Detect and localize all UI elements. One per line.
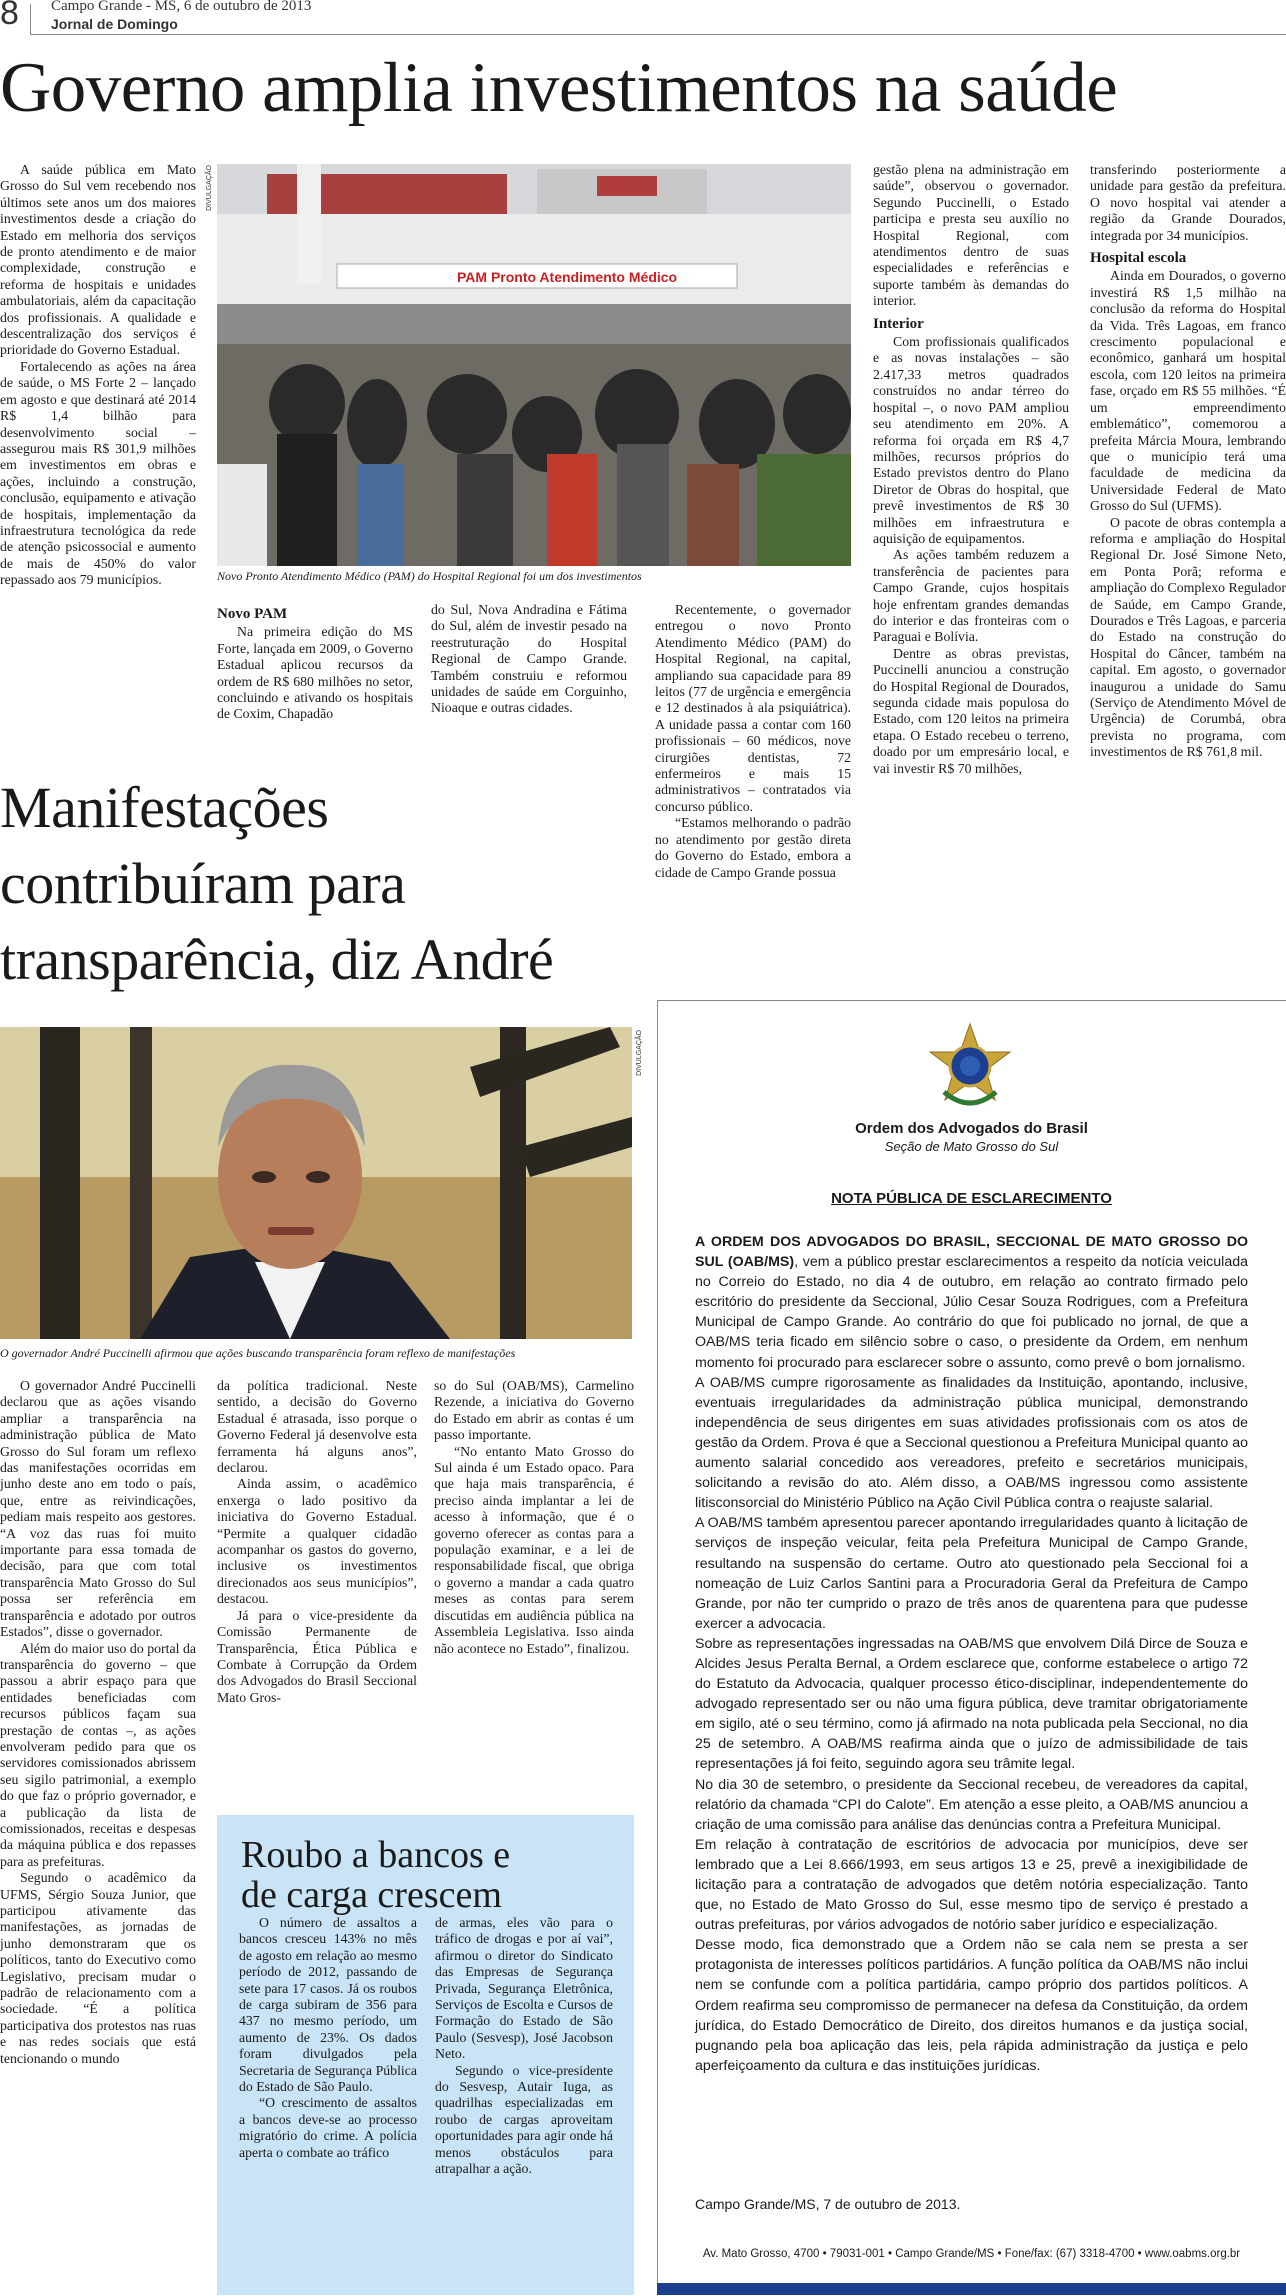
paragraph: de armas, eles vão para o tráfico de drogas e por aí vai”, afirmou o diretor do Sindicato das Empresas de Segurança Privada, Segurança Eletrônica, Serviços de Escolta e Cursos de Formação do Estado de São Paulo (Sesvesp), José Jacobson Neto.: [435, 1915, 613, 2062]
oab-lead-paragraph: [695, 1232, 1248, 1373]
paragraph: A saúde pública em Mato Grosso do Sul vem recebendo nos últimos sete anos um dos maiores investimentos desde a criação do Estado em melhoria dos serviços de pronto atendimento e de maior complexidade, construção e reforma de hospitais e unidades ambulatoriais, além da capacitação dos profissionais. A qualidade e descentralização dos serviços é prioridade do Governo Estadual.: [0, 162, 196, 358]
paragraph: As ações também reduzem a transferência de pacientes para Campo Grande, cujos hospitais hoje enfrentam grandes demandas do interior e das fronteiras com o Paraguai e Bolívia.: [873, 547, 1069, 645]
puccinelli-photo-image: [0, 1027, 632, 1339]
headline-line: de carga crescem: [241, 1874, 502, 1916]
paragraph: Ainda em Dourados, o governo investirá R$ 1,5 milhão na conclusão da reforma do Hospital da Vida. Três Lagoas, em franco crescimento populacional e econômico, ganhará um hospital escola, com 120 leitos na primeira fase, orçado em R$ 55 milhões. “É um empreendimento emblemático”, comemorou a prefeita Márcia Moura, lembrando que o município terá uma faculdade de medicina da Universidade Federal de Mato Grosso do Sul (UFMS).: [1090, 268, 1286, 514]
paragraph: Na primeira edição do MS Forte, lançada em 2009, o Governo Estadual aplicou recursos da ordem de R$ 680 milhões no setor, concluindo e ativando os hospitais de Coxim, Chapadão: [217, 624, 413, 722]
story1-column-2: [217, 600, 413, 723]
oab-org-section: Seção de Mato Grosso do Sul: [884, 1139, 1059, 1154]
oab-signoff: Campo Grande/MS, 7 de outubro de 2013.: [695, 2196, 961, 2212]
story1-column-4: [655, 602, 851, 881]
dateline: Campo Grande - MS, 6 de outubro de 2013: [51, 0, 312, 14]
headline-line: contribuíram para: [0, 851, 406, 916]
headline-line: Roubo a bancos e: [241, 1834, 511, 1876]
story1-column-3: [431, 602, 627, 717]
headline-health: Governo amplia investimentos na saúde: [0, 49, 1118, 127]
paragraph: Segundo o acadêmico da UFMS, Sérgio Souza Junior, que participou ativamente das manifestações, as jornadas de junho demonstraram que os políticos, tanto do Executivo como Legislativo, precisam mudar o padrão de relacionamento com a sociedade. “É a política participativa dos protestos nas ruas e nas redes sociais que está tencionando o mundo: [0, 1870, 196, 2066]
paragraph: Ainda assim, o acadêmico enxerga o lado positivo da iniciativa do Governo Estadual. “Permite a qualquer cidadão acompanhar os gastos do governo, inclusive os investimentos direcionados aos seus municípios”, destacou.: [217, 1476, 417, 1607]
paragraph: do Sul, Nova Andradina e Fátima do Sul, além de investir pesado na reestruturação do Hospital Regional de Campo Grande. Também construiu e reformou unidades de saúde em Corguinho, Nioaque e outras cidades.: [431, 602, 627, 716]
pam-photo: [217, 164, 851, 566]
story1-column-6: [1090, 162, 1286, 761]
paragraph: “No entanto Mato Grosso do Sul ainda é um Estado opaco. Para que haja mais transparência, é preciso ainda implantar a lei de acesso à informação, que é o governo oferecer as contas para a população examinar, e a lei de responsabilidade fiscal, que obriga o governo a mandar a cada quatro meses as contas para serem discutidas em audiência pública na Assembleia Legislativa. Isso ainda não acontece no Estado”, finalizou.: [434, 1443, 634, 1656]
header-rule: [30, 34, 1286, 35]
oab-lead-bold: A ORDEM DOS ADVOGADOS DO BRASIL, SECCIONAL DE MATO GROSSO DO SUL (OAB/MS): [695, 1234, 1248, 1271]
paragraph: gestão plena na administração em saúde”, observou o governador. Segundo Puccinelli, o Estado participa e presta seu auxílio no Hospital Regional, com atendimentos dentro de suas especialidades e referências e suporte também às demandas do interior.: [873, 162, 1069, 309]
story2-column-2: [217, 1378, 417, 1706]
photo-caption: Novo Pronto Atendimento Médico (PAM) do Hospital Regional foi um dos investimentos: [217, 569, 642, 583]
paragraph: O governador André Puccinelli declarou que as ações visando ampliar a transparência na administração pública de Mato Grosso do Sul foram um reflexo das manifestações ocorridas em junho deste ano em todo o país, que, entre as reivindicações, pediam mais respeito aos gestores. “A voz das ruas foi muito importante para essa tomada de decisão, para que com total transparência Mato Grosso do Sul possa ser referência em transparência e adotado por outros Estados”, disse o governador.: [0, 1378, 196, 1640]
oab-notice-title: NOTA PÚBLICA DE ESCLARECIMENTO: [831, 1190, 1112, 1207]
subhead-novo-pam: Novo PAM: [217, 606, 288, 622]
story1-column-1: [0, 162, 196, 589]
photo-caption-2: O governador André Puccinelli afirmou que ações buscando transparência foram reflexo de manifestações: [0, 1346, 516, 1360]
subhead-interior: Interior: [873, 315, 924, 332]
paragraph: Recentemente, o governador entregou o novo Pronto Atendimento Médico (PAM) do Hospital Regional, na capital, ampliando sua capacidade para 89 leitos (77 de urgência e emergência e 12 destinados à ala psiquiátrica). A unidade passa a contar com 160 profissionais – 60 médicos, nove cirurgiões dentistas, 72 enfermeiros e mais 15 administrativos – contratados via concurso público.: [655, 602, 851, 814]
paragraph: so do Sul (OAB/MS), Carmelino Rezende, a iniciativa do Governo do Estado em abrir as contas é um passo importante.: [434, 1378, 634, 1443]
oab-paragraph: Desse modo, fica demonstrado que a Ordem não se cala nem se presta a ser protagonista de interesses políticos partidários. A função política da OAB/MS não inclui nem se confunde com a política partidária, campo próprio dos partidos políticos. A Ordem reafirma seu compromisso de permanecer na defesa da Constituição, da ordem jurídica, do Estado Democrático de Direito, dos direitos humanos e da justiça social, pugnando pela boa aplicação das leis, pela rápida administração da justiça e pelo aperfeiçoamento da cultura e das instituições jurídicas.: [695, 1937, 1248, 2074]
robbery-box: [217, 1815, 634, 2295]
paragraph: da política tradicional. Neste sentido, a decisão do Governo Estadual é atrasada, isso porque o Governo Federal já desenvolve esta ferramenta há alguns anos”, declarou.: [217, 1378, 417, 1476]
pam-photo-image: [217, 164, 851, 566]
oab-paragraph: No dia 30 de setembro, o presidente da Seccional recebeu, de vereadores da capital, relatório da chamada “CPI do Calote”. Em atenção a esse pleito, a OAB/MS anunciou a criação de uma comissão para análise das denúncias contra a Prefeitura Municipal.: [695, 1776, 1248, 1833]
oab-notice-body: [695, 1232, 1248, 2076]
oab-footer-address: Av. Mato Grosso, 4700 • 79031-001 • Campo Grande/MS • Fone/fax: (67) 3318-4700 • www.oabms.org.br: [702, 2248, 1241, 2260]
oab-seal-icon: [924, 1022, 1016, 1114]
paragraph: O número de assaltos a bancos cresceu 143% no mês de agosto em relação ao mesmo período de 2012, passando de sete para 17 casos. Já os roubos de carga subiram de 356 para 437 no mesmo período, um aumento de 23%. Os dados foram divulgados pela Secretaria de Segurança Pública do Estado de São Paulo.: [239, 1915, 417, 2095]
paragraph: transferindo posteriormente a unidade para gestão da prefeitura. O novo hospital vai atender a região da Grande Dourados, integrada por 34 municípios.: [1090, 162, 1286, 243]
headline-line: Manifestações: [0, 775, 329, 840]
paragraph: Segundo o vice-presidente do Sesvesp, Autair Iuga, as quadrilhas especializadas em roubo de cargas aproveitam oportunidades para agir onde há menos obstáculos para atrapalhar a ação.: [435, 2062, 613, 2177]
paragraph: O pacote de obras contempla a reforma e ampliação do Hospital Regional Dr. José Simone Neto, em Ponta Porã; reforma e ampliação do Complexo Regulador de Saúde, em Campo Grande, Dourados e Três Lagoas, e parceria do Estado na construção do Hospital do Câncer, também na capital. Em agosto, o governador inaugurou a unidade do Samu (Serviço de Atendimento Móvel de Urgência) de Corumbá, obra prevista no programa, com investimentos de R$ 761,8 mil.: [1090, 514, 1286, 760]
pam-sign: PAM Pronto Atendimento Médico: [457, 269, 678, 285]
paragraph: Além do maior uso do portal da transparência do governo – que passou a abrir espaço para que entidades beneficiadas com recursos públicos façam sua prestação de contas –, as ações envolveram pedido para que os servidores comissionados abrissem seu sigilo patrimonial, a exemplo do que faz o próprio governador, e a publicação da lista de comissionados, receitas e despesas da máquina pública e dos repasses para as prefeituras.: [0, 1640, 196, 1869]
photo-credit-2: DIVULGAÇÃO: [636, 1030, 643, 1076]
puccinelli-photo: [0, 1027, 632, 1339]
subhead-hospital-escola: Hospital escola: [1090, 250, 1187, 267]
robbery-headline: [241, 1835, 510, 1915]
oab-paragraph: A OAB/MS cumpre rigorosamente as finalidades da Instituição, apontando, inclusive, eventuais irregularidades da administração pública municipal, demonstrando independência de seus dirigentes em suas atividades profissionais com os atos de gestão da Ordem. Prova é que a Seccional questionou a Prefeitura Municipal quanto ao aumento salarial concedido aos vereadores, prefeito e secretários municipais, solicitando a revisão do ato. Além disso, a OAB/MS ingressou como assistente litisconsorcial do Ministério Público na Ação Civil Pública contra o reajuste salarial.: [695, 1374, 1248, 1512]
oab-paragraph: Em relação à contratação de escritórios de advocacia por municípios, deve ser lembrado que a Lei 8.666/1993, em seus artigos 13 e 25, prevê a inexigibilidade de licitação para a contratação de advogados que detêm notória especialização. Tanto que, no Estado de Mato Grosso do Sul, esse mesmo tipo de serviço é prestado a outras prefeituras, por vários advogados de notório saber jurídico e especialização.: [695, 1836, 1248, 1934]
paragraph: Fortalecendo as ações na área de saúde, o MS Forte 2 – lançado em agosto e que destinará até 2014 R$ 1,4 bilhão para desenvolvimento social – assegurou mais R$ 301,9 milhões em investimentos em obras e ações, incluindo a construção, conclusão, equipamento e ativação de hospitais, implementação da infraestrutura tecnológica da rede de atenção psicossocial e aumento de mais de 450% do valor repassado aos 79 municípios.: [0, 358, 196, 588]
oab-org-name: Ordem dos Advogados do Brasil: [855, 1120, 1088, 1137]
oab-paragraph: Sobre as representações ingressadas na OAB/MS que envolvem Dilá Dirce de Souza e Alcides Jesus Peralta Bernal, a Ordem esclarece que, conforme estabelece o artigo 72 do Estatuto da Advocacia, qualquer processo ético-disciplinar, independentemente do advogado representado ser ou não uma figura pública, deve tramitar obrigatoriamente em sigilo, até o seu término, como já afirmado na nota publicada pela Seccional, no dia 25 de setembro. A OAB/MS reafirma ainda que o juízo de admissibilidade de tais representações já foi feito, seguindo agora seu trâmite legal.: [695, 1635, 1248, 1773]
story3-column-1: [239, 1915, 417, 2161]
section-name: Jornal de Domingo: [51, 16, 178, 32]
paragraph: Com profissionais qualificados e as novas instalações – são 2.417,33 metros quadrados construídos no andar térreo do hospital –, o novo PAM ampliou seu atendimento em 20%. A reforma foi orçada em R$ 4,7 milhões, recursos próprios do Estado previstos dentro do Plano Diretor de Obras do hospital, que prevê investimentos de R$ 30 milhões em infraestrutura e aquisição de equipamentos.: [873, 334, 1069, 546]
headline-manifestacoes: [0, 770, 553, 998]
story1-column-5: [873, 162, 1069, 777]
story2-column-3: [434, 1378, 634, 1657]
story2-column-1: [0, 1378, 196, 2067]
oab-paragraph: A OAB/MS também apresentou parecer apontando irregularidades quanto à licitação de serviços de inspeção veicular, feita pela Prefeitura Municipal de Campo Grande, resultando na suspensão do certame. Outro ato questionado pela Seccional foi a nomeação de Luiz Carlos Santini para a Procuradoria Geral da Prefeitura de Campo Grande, por não ter cumprido o prazo de três anos de quarentena para que pudesse exercer a advocacia.: [695, 1515, 1248, 1632]
paragraph: “O crescimento de assaltos a bancos deve-se ao processo migratório do crime. A polícia aperta o combate ao tráfico: [239, 2095, 417, 2160]
photo-credit: DIVULGAÇÃO: [206, 165, 213, 211]
story3-column-2: [435, 1915, 613, 2178]
paragraph: Dentre as obras previstas, Puccinelli anunciou a construção do Hospital Regional de Dourados, segunda cidade mais populosa do Estado, com 120 leitos na primeira etapa. O Estado recebeu o terreno, doado por um empresário local, e vai investir R$ 70 milhões,: [873, 645, 1069, 776]
page-number: 8: [0, 0, 19, 32]
paragraph: “Estamos melhorando o padrão no atendimento por gestão direta do Governo do Estado, embora a cidade de Campo Grande possua: [655, 815, 851, 880]
paragraph: Já para o vice-presidente da Comissão Permanente de Transparência, Ética Pública e Combate à Corrupção da Ordem dos Advogados do Brasil Seccional Mato Gros-: [217, 1607, 417, 1705]
oab-footer-bar: [657, 2283, 1286, 2295]
oab-lead-text: , vem a público prestar esclarecimentos a respeito da notícia veiculada no Correio do Estado, no dia 4 de outubro, em relação ao contrato firmado pelo escritório do presidente da Seccional, Júlio Cesar Souza Rodrigues, com a Prefeitura Municipal de Campo Grande. Ao contrário do que foi publicado no jornal, de que a OAB/MS teria ficado em silêncio sobre o caso, o presidente da Ordem, em nenhum momento foi procurado para esclarecer sobre o assunto, como prevê o bom jornalismo.: [695, 1254, 1248, 1371]
headline-line: transparência, diz André: [0, 927, 554, 992]
header-divider: [30, 4, 31, 34]
